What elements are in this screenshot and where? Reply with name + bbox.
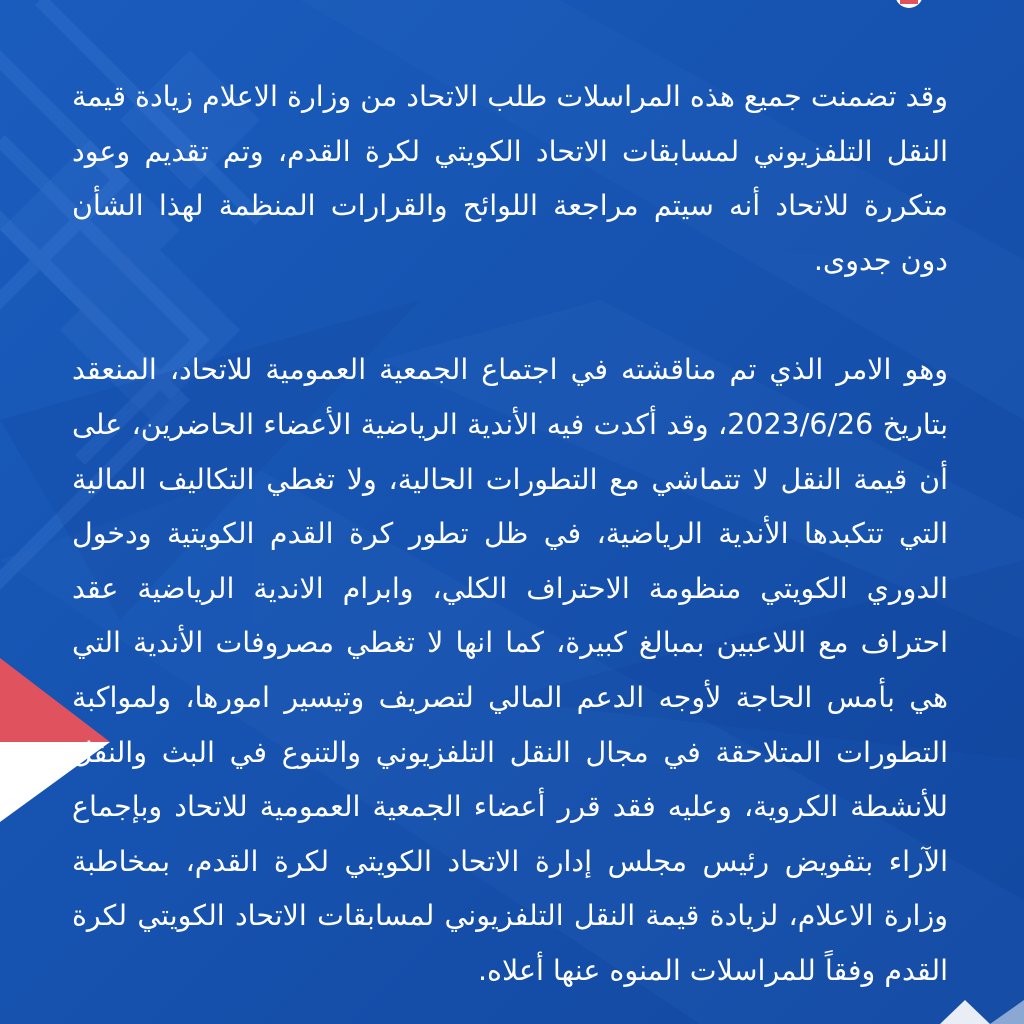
paragraph-1: وقد تضمنت جميع هذه المراسلات طلب الاتحاد من وزارة الاعلام زيادة قيمة النقل التلفزيوني لمسابقات الاتحاد الكويتي لكرة القدم، وتم تقديم وعود متكررة للاتحاد أنه سيتم مراجعة اللوائح والقرارات المنظمة لهذا الشأن دون جدوى. [72,80,948,277]
paragraph-2: وهو الامر الذي تم مناقشته في اجتماع الجمعية العمومية للاتحاد، المنعقد بتاريخ 2023/6/26، وقد أكدت فيه الأندية الرياضية الأعضاء الحاضرين، على أن قيمة النقل لا تتماشي مع التطورات الحالية، ولا تغطي التكاليف المالية التي تتكبدها الأندية الرياضية، في ظل تطور كرة القدم الكويتية ودخول الدوري الكويتي منظومة الاحتراف الكلي، وابرام الاندية الرياضية عقد احتراف مع اللاعبين بمبالغ كبيرة، كما انها لا تغطي مصروفات الأندية التي هي بأمس الحاجة لأوجه الدعم المالي لتصريف وتيسير امورها، ولمواكبة التطورات المتلاحقة في مجال النقل التلفزيوني والتنوع في البث والنقل للأنشطة الكروية، وعليه فقد قرر أعضاء الجمعية العمومية للاتحاد وبإجماع الآراء بتفويض رئيس مجلس إدارة الاتحاد الكويتي لكرة القدم، بمخاطبة وزارة الاعلام، لزيادة قيمة النقل التلفزيوني لمسابقات الاتحاد الكويتي لكرة القدم وفقاً للمراسلات المنوه عنها أعلاه. [72,353,949,987]
document-body [72,70,948,999]
emblem-icon [894,0,924,8]
